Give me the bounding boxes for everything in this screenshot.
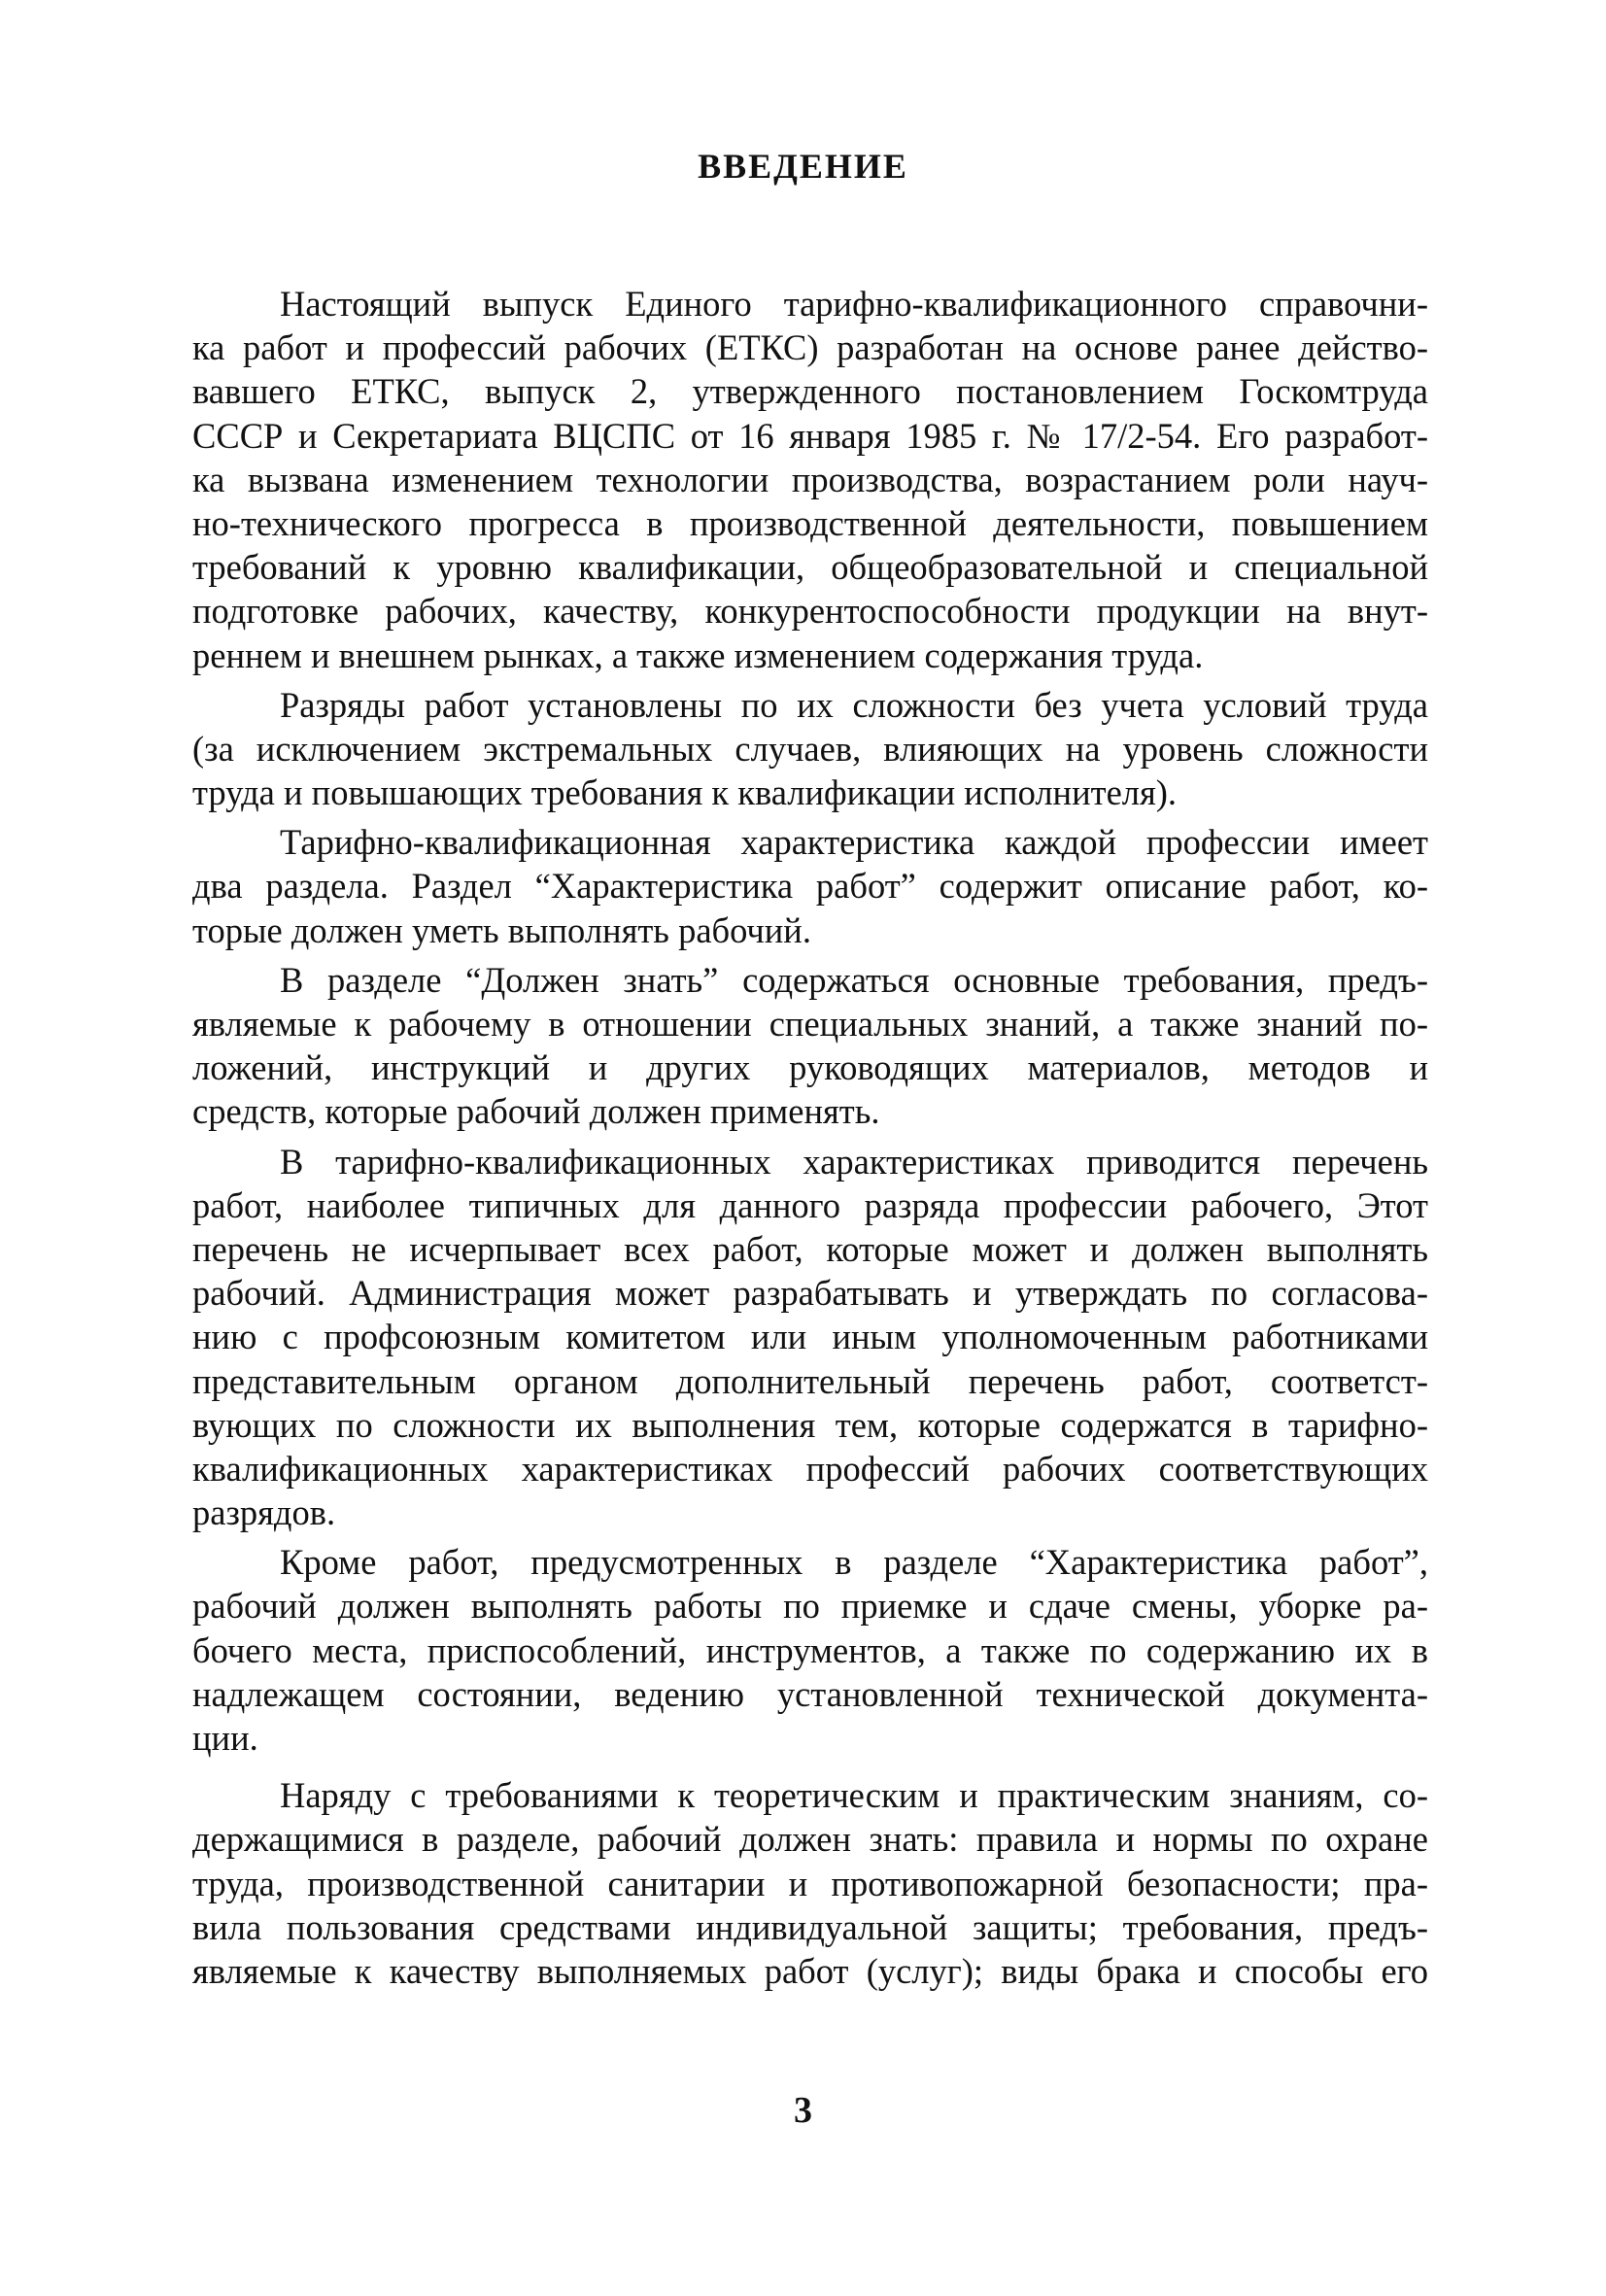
text-line: СССР и Секретариата ВЦСПС от 16 января 1985 г. № 17/2-54. Его разработ- [192, 415, 1428, 456]
text-line: вавшего ЕТКС, выпуск 2, утвержденного постановлением Госкомтруда [192, 371, 1428, 412]
text-line: держащимися в разделе, рабочий должен знать: правила и нормы по охране [192, 1819, 1428, 1860]
text-line: труда, производственной санитарии и противопожарной безопасности; пра- [192, 1863, 1428, 1903]
text-line: являемые к рабочему в отношении специальных знаний, а также знаний по- [192, 1004, 1428, 1044]
paragraph [192, 1540, 1428, 1760]
text-line: работ, наиболее типичных для данного разряда профессии рабочего, Этот [192, 1184, 1428, 1225]
text-line: бочего места, приспособлений, инструментов, а также по содержанию их в [192, 1629, 1428, 1670]
text-line: ложений, инструкций и других руководящих материалов, методов и [192, 1047, 1428, 1088]
paragraph [192, 282, 1428, 677]
text-line: являемые к качеству выполняемых работ (услуг); виды брака и способы его [192, 1950, 1428, 1991]
text-line: подготовке рабочих, качеству, конкурентоспособности продукции на внут- [192, 591, 1428, 632]
text-line: В разделе “Должен знать” содержаться основные требования, предъ- [280, 959, 1428, 1000]
paragraph [192, 820, 1428, 952]
text-line: средств, которые рабочий должен применять. [192, 1091, 880, 1132]
page-number: 3 [794, 2090, 812, 2131]
paragraph [192, 683, 1428, 815]
body-text [192, 282, 1428, 1993]
text-line: вующих по сложности их выполнения тем, которые содержатся в тарифно- [192, 1404, 1428, 1445]
text-line: реннем и внешнем рынках, а также изменением содержания труда. [192, 634, 1204, 675]
text-line: Кроме работ, предусмотренных в разделе “Характеристика работ”, [280, 1542, 1428, 1583]
text-line: рабочий. Администрация может разрабатывать и утверждать по согласова- [192, 1273, 1428, 1314]
text-line: ции. [192, 1718, 258, 1758]
text-line: труда и повышающих требования к квалификации исполнителя). [192, 772, 1178, 813]
text-line: надлежащем состоянии, ведению установленной технической документа- [192, 1673, 1428, 1714]
text-line: два раздела. Раздел “Характеристика работ” содержит описание работ, ко- [192, 866, 1428, 907]
text-line: ка вызвана изменением технологии производства, возрастанием роли науч- [192, 459, 1428, 499]
text-line: торые должен уметь выполнять рабочий. [192, 909, 811, 950]
text-line: разрядов. [192, 1492, 336, 1533]
text-line: Тарифно-квалификационная характеристика каждой профессии имеет [280, 822, 1428, 863]
text-line: перечень не исчерпывает всех работ, которые может и должен выполнять [192, 1228, 1428, 1269]
text-line: Настоящий выпуск Единого тарифно-квалификационного справочни- [280, 284, 1428, 324]
text-line: рабочий должен выполнять работы по приемке и сдаче смены, уборке ра- [192, 1586, 1428, 1627]
text-line: Разряды работ установлены по их сложности без учета условий труда [280, 684, 1428, 725]
paragraph [192, 1140, 1428, 1535]
text-line: представительным органом дополнительный перечень работ, соответст- [192, 1360, 1428, 1401]
text-line: требований к уровню квалификации, общеобразовательной и специальной [192, 547, 1428, 588]
text-line: (за исключением экстремальных случаев, влияющих на уровень сложности [192, 728, 1428, 769]
paragraph [192, 958, 1428, 1134]
text-line: но-технического прогресса в производственной деятельности, повышением [192, 502, 1428, 543]
text-line: нию с профсоюзным комитетом или иным уполномоченным работниками [192, 1317, 1428, 1357]
paragraph [192, 1773, 1428, 1993]
text-line: вила пользования средствами индивидуальной защиты; требования, предъ- [192, 1906, 1428, 1947]
text-line: В тарифно-квалификационных характеристиках приводится перечень [280, 1141, 1428, 1182]
page-title: ВВЕДЕНИЕ [698, 147, 908, 186]
text-line: Наряду с требованиями к теоретическим и практическим знаниям, со- [280, 1775, 1428, 1816]
text-line: ка работ и профессий рабочих (ЕТКС) разработан на основе ранее действо- [192, 327, 1428, 368]
text-line: квалификационных характеристиках профессий рабочих соответствующих [192, 1448, 1428, 1489]
